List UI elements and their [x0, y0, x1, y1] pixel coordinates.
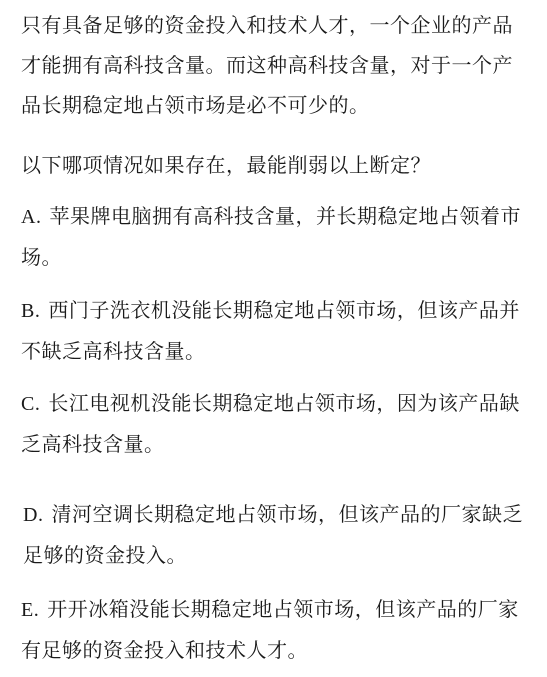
passage-text: 只有具备足够的资金投入和技术人才，一个企业的产品才能拥有高科技含量。而这种高科技含量，对于一个产品长期稳定地占领市场是必不可少的。	[21, 13, 513, 117]
option-d-letter: D.	[23, 504, 44, 526]
option-d-text: 清河空调长期稳定地占领市场，但该产品的厂家缺乏足够的资金投入。	[23, 502, 523, 567]
option-d	[23, 494, 533, 575]
option-e-text: 开开冰箱没能长期稳定地占领市场，但该产品的厂家有足够的资金投入和技术人才。	[21, 597, 519, 662]
option-b-text: 西门子洗衣机没能长期稳定地占领市场，但该产品并不缺乏高科技含量。	[21, 298, 520, 363]
option-a	[21, 196, 531, 277]
option-a-text: 苹果牌电脑拥有高科技含量，并长期稳定地占领着市场。	[21, 204, 521, 269]
option-e	[21, 589, 531, 670]
option-b-letter: B.	[21, 300, 41, 322]
option-b	[21, 290, 531, 371]
question-text: 以下哪项情况如果存在，最能削弱以上断定？	[21, 153, 431, 177]
option-c-text: 长江电视机没能长期稳定地占领市场，因为该产品缺乏高科技含量。	[21, 391, 520, 456]
option-c-letter: C.	[21, 393, 41, 415]
option-a-letter: A.	[21, 206, 42, 228]
option-e-letter: E.	[21, 599, 40, 621]
option-c	[21, 383, 531, 464]
